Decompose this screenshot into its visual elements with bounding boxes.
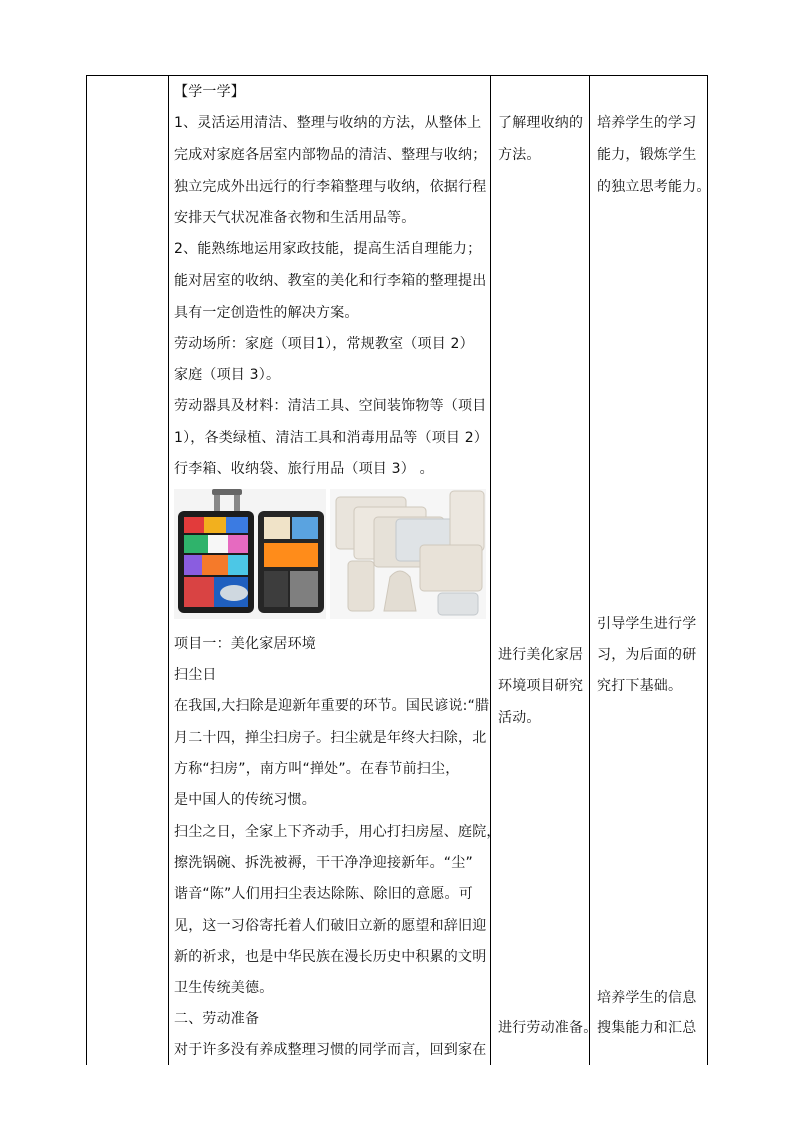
intent-text: 培养学生的学习	[597, 115, 697, 131]
text-line: 扫尘日	[174, 667, 217, 683]
packed-suitcase-image	[174, 489, 326, 619]
intent-text: 引导学生进行学	[597, 616, 697, 632]
text-line: 方称“扫房”，南方叫“掸处”。在春节前扫尘，	[174, 761, 460, 777]
text-line: 1），各类绿植、清洁工具和消毒用品等（项目 2）	[174, 430, 489, 446]
activity-text: 方法。	[498, 147, 541, 163]
intent-text: 究打下基础。	[597, 678, 683, 694]
lesson-table	[86, 75, 711, 1065]
text-line: 在我国,大扫除是迎新年重要的环节。国民谚说:“腊	[174, 698, 490, 714]
packing-cubes-image	[330, 489, 486, 619]
text-line: 谐音“陈”人们用扫尘表达除陈、除旧的意愿。可	[174, 886, 473, 902]
column-divider	[589, 76, 590, 1065]
text-line: 独立完成外出远行的行李箱整理与收纳，依据行程	[174, 179, 487, 195]
text-line: 是中国人的传统习惯。	[174, 792, 316, 808]
text-line: 擦洗锅碗、拆洗被褥，干干净净迎接新年。“尘”	[174, 855, 473, 871]
text-line: 安排天气状况准备衣物和生活用品等。	[174, 210, 416, 226]
text-line: 劳动器具及材料：清洁工具、空间装饰物等（项目	[174, 398, 487, 414]
intent-text: 的独立思考能力。	[597, 179, 711, 195]
intent-text: 能力，锻炼学生	[597, 147, 697, 163]
section-heading: 二、劳动准备	[174, 1011, 260, 1027]
section-heading: 【学一学】	[174, 84, 245, 100]
text-line: 完成对家庭各居室内部物品的清洁、整理与收纳；	[174, 147, 487, 163]
text-line: 对于许多没有养成整理习惯的同学而言，回到家在	[174, 1042, 487, 1058]
luggage-images	[174, 489, 486, 619]
activity-text: 活动。	[498, 710, 541, 726]
text-line: 能对居室的收纳、教室的美化和行李箱的整理提出	[174, 273, 487, 289]
text-line: 见，这一习俗寄托着人们破旧立新的愿望和辞旧迎	[174, 918, 487, 934]
text-line: 1、灵活运用清洁、整理与收纳的方法，从整体上	[174, 115, 482, 131]
column-divider	[490, 76, 491, 1065]
project-title: 项目一：美化家居环境	[174, 636, 316, 652]
activity-text: 了解理收纳的	[498, 115, 584, 131]
text-line: 扫尘之日，全家上下齐动手，用心打扫房屋、庭院，	[174, 824, 501, 840]
intent-text: 搜集能力和汇总	[597, 1020, 697, 1036]
intent-text: 习，为后面的研	[597, 647, 697, 663]
column-divider	[168, 76, 169, 1065]
text-line: 2、能熟练地运用家政技能，提高生活自理能力；	[174, 241, 482, 257]
text-line: 卫生传统美德。	[174, 980, 274, 996]
text-line: 家庭（项目 3）。	[174, 367, 281, 383]
text-line: 劳动场所：家庭（项目1），常规教室（项目 2）	[174, 336, 474, 352]
activity-text: 进行劳动准备。	[498, 1020, 598, 1036]
intent-text: 培养学生的信息	[597, 990, 697, 1006]
text-line: 新的祈求，也是中华民族在漫长历史中积累的文明	[174, 949, 487, 965]
text-line: 具有一定创造性的解决方案。	[174, 305, 359, 321]
activity-text: 环境项目研究	[498, 678, 584, 694]
activity-text: 进行美化家居	[498, 647, 584, 663]
text-line: 行李箱、收纳袋、旅行用品（项目 3） 。	[174, 461, 434, 477]
text-line: 月二十四，掸尘扫房子。扫尘就是年终大扫除，北	[174, 730, 487, 746]
